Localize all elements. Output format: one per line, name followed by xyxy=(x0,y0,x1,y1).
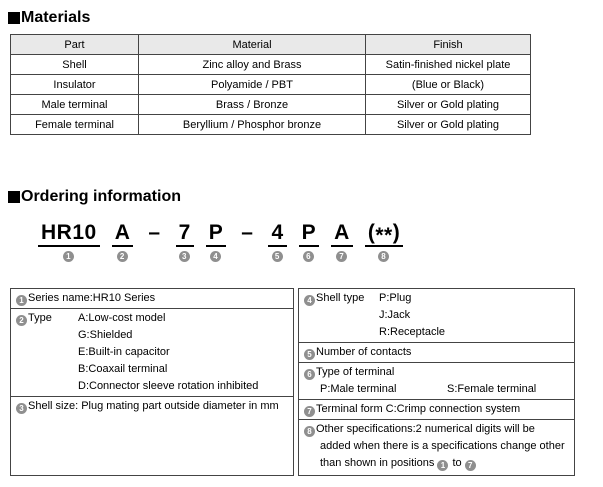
legend-text: Series name:HR10 Series xyxy=(28,292,156,304)
circled-number-1-icon: 1 xyxy=(63,251,74,262)
materials-cell: Shell xyxy=(11,55,139,75)
ordering-legend xyxy=(10,288,603,476)
part-number-text: P xyxy=(206,221,227,247)
legend-text: Terminal form C:Crimp connection system xyxy=(316,403,521,415)
materials-cell: Polyamide / PBT xyxy=(139,75,366,95)
legend-text: D:Connector sleeve rotation inhibited xyxy=(78,380,259,392)
materials-cell: Brass / Bronze xyxy=(139,95,366,115)
circled-number-2-icon: 2 xyxy=(16,315,27,326)
circled-number-2-icon: 2 xyxy=(117,251,128,262)
legend-line xyxy=(304,381,569,398)
legend-row xyxy=(299,419,574,475)
materials-col-header: Part xyxy=(11,35,139,55)
legend-text: E:Built-in capacitor xyxy=(78,346,170,358)
circled-number-1-icon: 1 xyxy=(437,460,448,471)
legend-line xyxy=(16,398,288,415)
materials-cell: Beryllium / Phosphor bronze xyxy=(139,115,366,135)
legend-row xyxy=(11,308,293,396)
legend-text: A:Low-cost model xyxy=(78,312,166,324)
legend-row xyxy=(11,289,293,308)
legend-line xyxy=(16,378,288,395)
part-number-segment xyxy=(331,221,353,262)
part-number-segment xyxy=(38,221,100,262)
legend-line xyxy=(304,344,569,361)
legend-text: P:Plug xyxy=(379,292,412,304)
legend-text: Other specifications:2 numerical digits will be xyxy=(316,423,535,435)
legend-right-box xyxy=(298,288,575,476)
legend-text: Type xyxy=(28,312,52,324)
part-number-text: – xyxy=(241,221,254,244)
part-number-text: A xyxy=(112,221,134,247)
part-number-text: A xyxy=(331,221,353,247)
materials-table xyxy=(10,34,531,135)
legend-line xyxy=(16,361,288,378)
legend-text: than shown in positions 1 to 7 xyxy=(320,457,477,469)
legend-text: added when there is a specifications change other xyxy=(320,440,565,452)
part-number-segment xyxy=(112,221,134,262)
circled-number-3-icon: 3 xyxy=(16,403,27,414)
legend-text: Shell type xyxy=(316,292,365,304)
materials-cell: Insulator xyxy=(11,75,139,95)
legend-line xyxy=(304,438,569,455)
part-number-text: 7 xyxy=(176,221,194,247)
circled-number-4-icon: 4 xyxy=(210,251,221,262)
section-square-icon xyxy=(8,12,20,24)
circled-number-5-icon: 5 xyxy=(272,251,283,262)
part-number-segment xyxy=(145,221,163,247)
circled-number-8-icon: 8 xyxy=(378,251,389,262)
circled-number-5-icon: 5 xyxy=(304,349,315,360)
legend-text: Shell size: Plug mating part outside diameter in mm xyxy=(28,400,279,412)
legend-line xyxy=(304,324,569,341)
materials-cell: Silver or Gold plating xyxy=(366,95,531,115)
legend-line xyxy=(16,290,288,307)
legend-line xyxy=(16,310,288,327)
materials-col-header: Finish xyxy=(366,35,531,55)
legend-row xyxy=(11,396,293,475)
materials-col-header: Material xyxy=(139,35,366,55)
ordering-heading-label: Ordering information xyxy=(21,188,181,205)
materials-cell: Female terminal xyxy=(11,115,139,135)
materials-cell: Silver or Gold plating xyxy=(366,115,531,135)
circled-number-7-icon: 7 xyxy=(304,406,315,417)
circled-number-6-icon: 6 xyxy=(303,251,314,262)
legend-row xyxy=(299,399,574,419)
legend-row xyxy=(299,362,574,399)
legend-line xyxy=(304,307,569,324)
part-number-text: – xyxy=(148,221,161,244)
materials-heading-label: Materials xyxy=(21,9,91,26)
legend-row xyxy=(299,342,574,362)
part-number-code xyxy=(38,221,603,262)
part-number-segment xyxy=(268,221,286,262)
part-number-text: HR10 xyxy=(38,221,100,247)
legend-line xyxy=(16,327,288,344)
materials-cell: (Blue or Black) xyxy=(366,75,531,95)
materials-cell: Male terminal xyxy=(11,95,139,115)
circled-number-7-icon: 7 xyxy=(336,251,347,262)
legend-line xyxy=(304,290,569,307)
part-number-text: (**) xyxy=(365,221,403,247)
circled-number-6-icon: 6 xyxy=(304,369,315,380)
legend-line xyxy=(304,421,569,438)
materials-cell: Satin-finished nickel plate xyxy=(366,55,531,75)
part-number-segment xyxy=(299,221,320,262)
part-number-segment xyxy=(238,221,256,247)
legend-text: Type of terminal xyxy=(316,366,395,378)
legend-left-box xyxy=(10,288,294,476)
part-number-segment xyxy=(365,221,403,262)
section-square-icon xyxy=(8,191,20,203)
legend-line xyxy=(304,401,569,418)
table-row xyxy=(11,95,531,115)
materials-heading xyxy=(8,8,603,27)
legend-line xyxy=(304,364,569,381)
table-row xyxy=(11,75,531,95)
legend-text: B:Coaxail terminal xyxy=(78,363,168,375)
materials-cell: Zinc alloy and Brass xyxy=(139,55,366,75)
circled-number-8-icon: 8 xyxy=(304,426,315,437)
legend-line xyxy=(16,344,288,361)
circled-number-3-icon: 3 xyxy=(179,251,190,262)
table-row xyxy=(11,115,531,135)
legend-line xyxy=(304,455,569,472)
part-number-segment xyxy=(206,221,227,262)
legend-text: J:Jack xyxy=(379,309,411,321)
ordering-heading xyxy=(8,187,603,206)
part-number-text: 4 xyxy=(268,221,286,247)
part-number-text: P xyxy=(299,221,320,247)
legend-row xyxy=(299,289,574,342)
legend-text: G:Shielded xyxy=(78,329,133,341)
legend-text: S:Female terminal xyxy=(447,383,537,395)
materials-table-header xyxy=(11,35,531,55)
materials-table-body xyxy=(11,55,531,135)
legend-text: R:Receptacle xyxy=(379,326,446,338)
table-row xyxy=(11,55,531,75)
legend-text: P:Male terminal xyxy=(320,383,397,395)
part-number-segment xyxy=(176,221,194,262)
circled-number-7-icon: 7 xyxy=(465,460,476,471)
circled-number-4-icon: 4 xyxy=(304,295,315,306)
circled-number-1-icon: 1 xyxy=(16,295,27,306)
legend-text: Number of contacts xyxy=(316,346,412,358)
